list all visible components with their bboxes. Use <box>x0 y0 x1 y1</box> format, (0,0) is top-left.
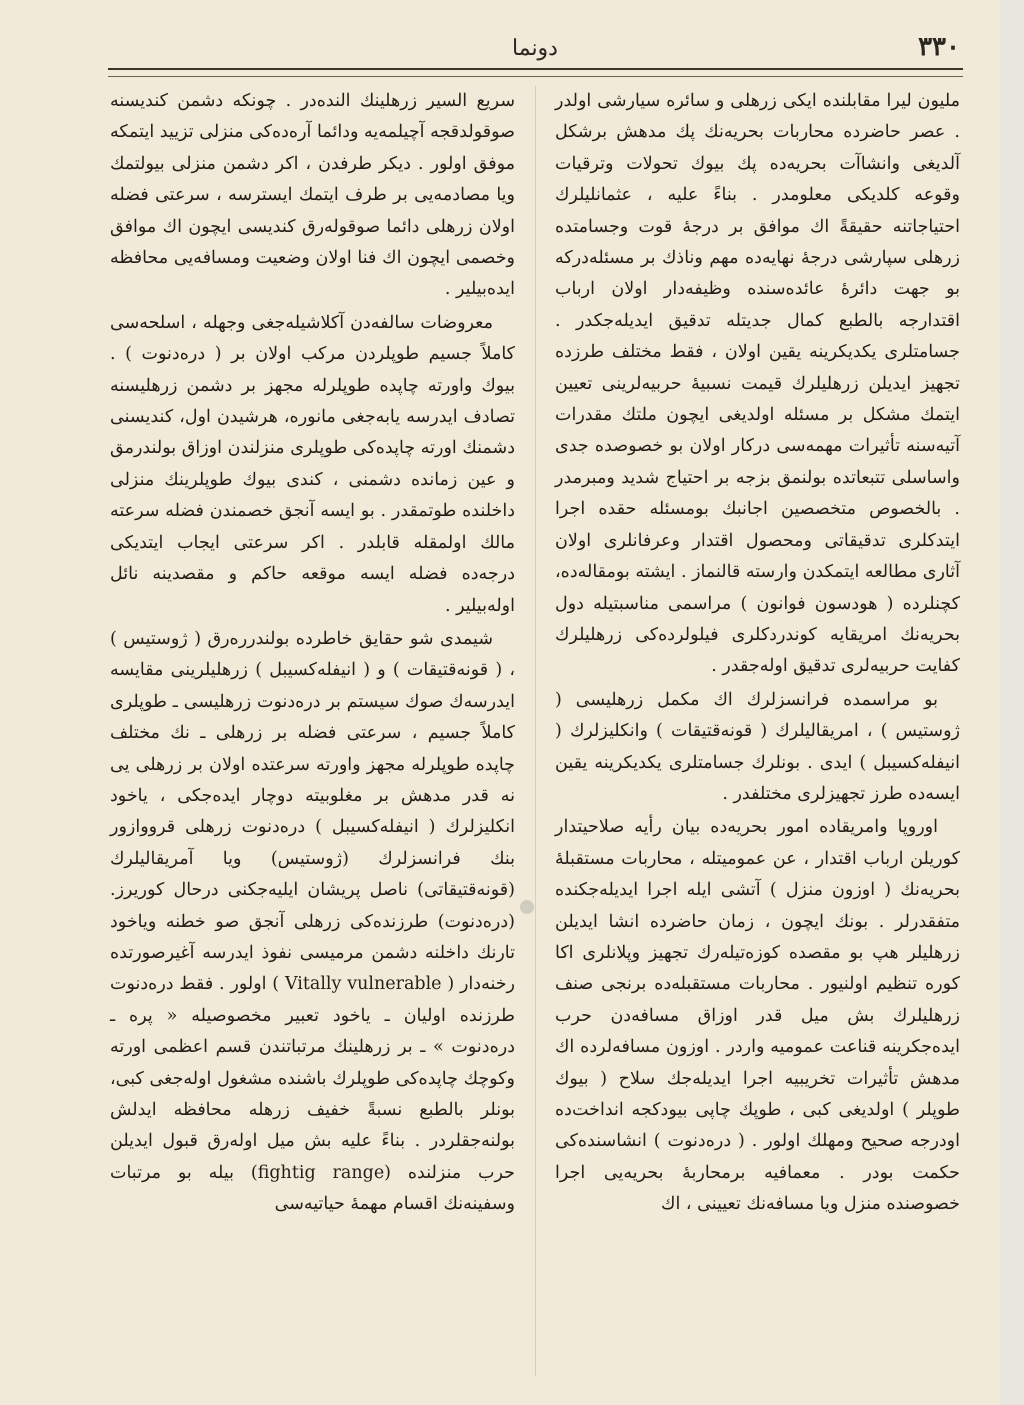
paragraph: معروضات سالفه‌دن آكلاشيله‌جغى وجهله ، اسلحه‌سى كاملاً جسيم طوپلردن مركب اولان بر ( دره‌دنوت ) . بيوك واورته چاپده طوپلرله مجهز بر دشمن زرهليسنه تصادف ايدرسه يابه‌جغى مانوره، هرشيدن اول، كنديسنى دشمنك اورته چاپده‌كى طوپلرى منزلندن اوزاق بولندرمق و عين زمانده دشمنى ، كندى بيوك طوپلرينك منزلى داخلنده طوتمقدر . بو ايسه آنجق خصمندن فضله سرعته مالك اولمقله قابلدر . اكر سرعتى ايجاب ايتديكى درجه‌ده فضله ايسه موقعه حاكم و مقصدينه نائل اوله‌بيلير . <box>110 312 515 616</box>
header-rule <box>108 68 963 77</box>
text-column-left <box>110 86 515 1376</box>
text-column-right <box>555 86 960 1376</box>
paragraph: بو مراسمده فرانسزلرك اك مكمل زرهليسى ( ژوستيس ) ، امريقاليلرك ( قونه‌قتيقات ) وانكليزلرك ( انيفله‌كسيبل ) ايدى . بونلرك جسامتلرى يكديكرينه يقين ايسه‌ده طرز تجهيزلرى مختلفدر . <box>555 689 960 804</box>
paragraph: مليون ليرا مقابلنده ايكى زرهلى و سائره سيارشى ا‌ولدر . عصر حاضرده محاربات بحريه‌نك پك مدهش برشكل آلديغى وانشاآت بحريه‌ده پك بيوك تحولات وترقيات وقوعه كلديكى معلومدر . بناءً عليه ، عثمانليلرك احتياجاتنه حقيقةً اك موافق بر درجهٔ قوت وجسامتده زرهلى سپارشى درجهٔ نهايه‌ده مهم وناذك بر مسئله‌دركه بو جهت دائرهٔ عائده‌سنده وظيفه‌دار اولان ارباب اقتدارجه بالطبع كمال جديتله تدقيق ايديله‌جكدر . جسامتلرى يكديكرينه يقين اولان ، فقط مختلف طرزده تجهيز ايديلن زرهليلرك قيمت نسبيهٔ حربيه‌لرينى تعيين ايتمك مشكل بر مسئله اولديغى ايچون ملتك مقدرات آتيه‌سنه تأثيرات مهمه‌سى دركار اولان بو خصوصده جدى واساسلى تتبعاتده بولنمق بزجه بر احتياج شديد ومبرمدر . بالخصوص متخصصين اجانبك بومسئله حقده اجرا ايتدكلرى تدقيقاتى ومحصول اقتدار وعرفانلرى اولان آثارى مطالعه ايتمكدن وارسته قالنماز . ايشته بومقاله‌ده، كچنلرده ( هودسون فوانون ) مراسمى مناسبتيله دول بحريه‌نك امريقايه كوندردكلرى فيلولرده‌كى زرهليلرك كفايت حربيه‌لرى تدقيق اوله‌جقدر . <box>555 91 960 677</box>
paragraph: شيمدى شو حقايق خاطرده بولندرره‌رق ( ژوستيس ) ، ( قونه‌قتيقات ) و ( انيفله‌كسيبل ) زرهليلرينى مقايسه ايدرسه‌ك صوك سيستم بر دره‌دنوت زرهليسى ـ طوپلرى كاملاً جسيم ، سرعتى فضله بر زرهلى ـ نك مختلف چاپده طوپلرله مجهز واورته سرعتده اولان بر زرهلى يى نه قدر مدهش بر مغلوبيته دوچار ايده‌جكى ، ياخود انكليزلرك ( انيفله‌كسيبل ) دره‌دنوت زرهلى قرووازور بنك فرانسزلرك (ژوستيس) ويا آمريقاليلرك (قونه‌قتيقاتى) ناصل پريشان ايليه‌جكنى درحال كوريرز. (دره‌دنوت) طرزنده‌كى زرهلى آنجق صو خطنه وياخود تارنك داخلنه دشمن مرميسى نفوذ ايدرسه آغيرصورتده رخنه‌دار ( Vitally vulnerable ) اولور . فقط دره‌دنوت طرزنده اوليان ـ ياخود تعبير مخصوصيله « پره ـ دره‌دنوت » ـ بر زرهلينك مرتباتندن قسم اعظمى اورته وكوچك چاپده‌كى طوپلرك باشنده مشغول اوله‌جغى كبى، بونلر بالطبع نسبةً خفيف زرهله محافظه ايدلش بولنه‌جقلردر . بناءً عليه بش ميل اوله‌رق قبول ايديلن حرب منزلنده (fightig range) بيله بو مرتبات وسفينه‌نك اقسام مهمهٔ حياتيه‌سى <box>110 628 516 1215</box>
column-gutter <box>535 86 536 1376</box>
page-margin-strip <box>1000 0 1024 1405</box>
ink-stain <box>520 900 534 914</box>
page-header <box>110 28 960 68</box>
page-number: ٣٣٠ <box>918 32 960 62</box>
paragraph: سريع السير زرهلينك النده‌در . چونكه دشمن كنديسنه صوقولدقجه آچيلمه‌يه ودائما آره‌ده‌كى منزلى تزييد ايتمكه موفق اولور . ديكر طرفدن ، اكر دشمن منزلى بيولتمك ويا مصادمه‌يى بر طرف ايتمك ايسترسه ، سرعتى فضله اولان زرهلى دائما صوقوله‌رق كنديسى ايچون اك موافق وخصمى ايچون اك فنا اولان وضعيت ومسافه‌يى محافظه ايده‌بيلير . <box>110 91 515 300</box>
paragraph: اوروپا وامريقاده امور بحريه‌ده بيان رأيه صلاحيتدار كوريلن ارباب اقتدار ، عن عموميتله ، محاربات مستقبلهٔ بحريه‌نك ( اوزون منزل ) آتشى ايله اجرا ايديله‌جكنده متفقدرلر . بونك ايچون ، زمان حاضرده انشا ايديلن زرهليلر هپ بو مقصده كوزه‌تيله‌رك تجهيز وپلانلرى اكا كوره تنظيم اولنيور . محاربات مستقبله‌ده برنجى صنف زرهليلرك بش ميل قدر اوزاق مسافه‌دن حرب ايده‌جكرينه قناعت عموميه واردر . اوزون مسافه‌لرده اك مدهش تأثيرات تخريبيه اجرا ايديله‌جك سلاح ( بيوك طوپلر ) اولديغى كبى ، طوپك چاپى بيودكجه انداخت‌ده اودرجه صحيح ومهلك اولور . ( دره‌دنوت ) انشاسنده‌كى حكمت بودر . معمافيه برمحاربهٔ بحريه‌يى اجرا خصوصنده منزل ويا مسافه‌نك تعيينى ، اك <box>555 817 960 1215</box>
running-title: دونما <box>512 36 558 61</box>
